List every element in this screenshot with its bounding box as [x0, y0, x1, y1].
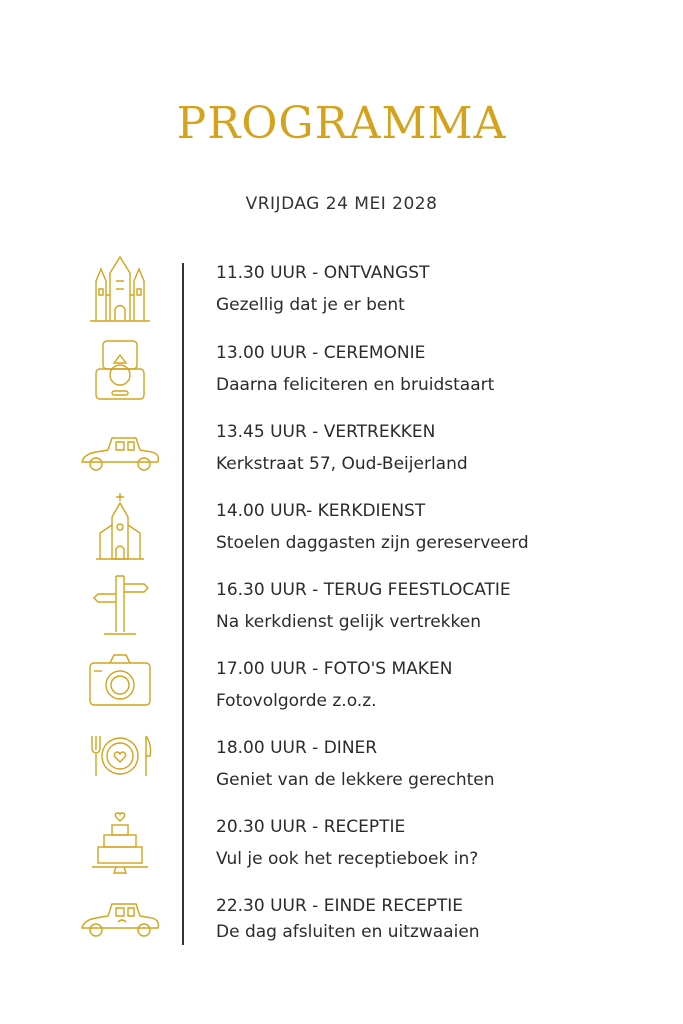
program-item-receptie	[0, 817, 683, 895]
program-item-terug-feestlocatie	[0, 580, 683, 658]
item-description: Geniet van de lekkere gerechten	[216, 770, 495, 790]
wedding-cake-icon	[78, 809, 162, 879]
castle-icon	[78, 255, 162, 325]
program-item-fotos-maken	[0, 659, 683, 737]
item-description: Fotovolgorde z.o.z.	[216, 691, 377, 711]
event-date: VRIJDAG 24 MEI 2028	[245, 194, 438, 214]
wedding-car-icon	[78, 888, 162, 958]
item-description: Vul je ook het receptieboek in?	[216, 849, 479, 869]
camera-icon	[78, 651, 162, 721]
item-description: De dag afsluiten en uitzwaaien	[216, 922, 480, 942]
program-item-ontvangst	[0, 263, 683, 341]
vintage-car-icon	[78, 414, 162, 484]
item-time: 14.00 UUR- KERKDIENST	[216, 501, 426, 521]
item-time: 17.00 UUR - FOTO'S MAKEN	[216, 659, 453, 679]
item-time: 16.30 UUR - TERUG FEESTLOCATIE	[216, 580, 511, 600]
church-icon	[78, 493, 162, 563]
item-time: 22.30 UUR - EINDE RECEPTIE	[216, 896, 463, 916]
program-item-diner	[0, 738, 683, 816]
signpost-icon	[78, 572, 162, 642]
page-title: PROGRAMMA	[176, 98, 507, 149]
dinner-plate-icon	[78, 730, 162, 800]
item-description: Kerkstraat 57, Oud-Beijerland	[216, 454, 468, 474]
item-description: Gezellig dat je er bent	[216, 295, 405, 315]
program-item-vertrekken	[0, 422, 683, 500]
ring-box-icon	[78, 335, 162, 405]
item-time: 13.00 UUR - CEREMONIE	[216, 343, 426, 363]
item-time: 13.45 UUR - VERTREKKEN	[216, 422, 436, 442]
item-description: Stoelen daggasten zijn gereserveerd	[216, 533, 529, 553]
program-item-kerkdienst	[0, 501, 683, 579]
item-time: 20.30 UUR - RECEPTIE	[216, 817, 406, 837]
item-description: Daarna feliciteren en bruidstaart	[216, 375, 495, 395]
item-description: Na kerkdienst gelijk vertrekken	[216, 612, 481, 632]
program-item-ceremonie	[0, 343, 683, 421]
item-time: 18.00 UUR - DINER	[216, 738, 378, 758]
item-time: 11.30 UUR - ONTVANGST	[216, 263, 430, 283]
program-item-einde-receptie	[0, 896, 683, 974]
